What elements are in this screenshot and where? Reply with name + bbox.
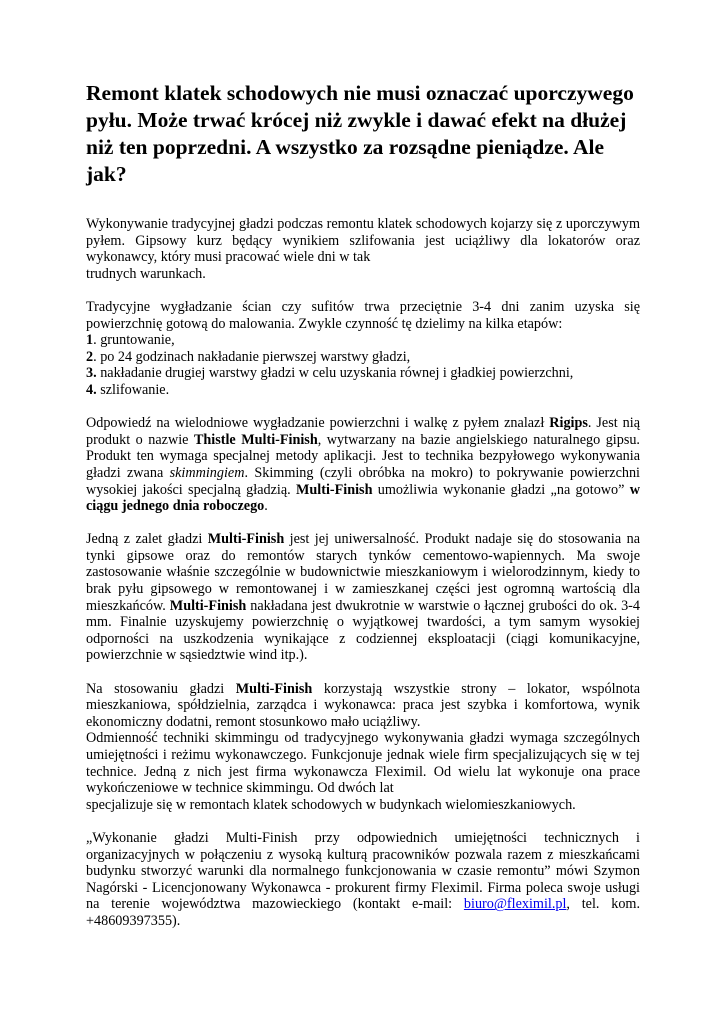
term-skimming: skimmingiem xyxy=(169,464,245,481)
paragraph-quote xyxy=(86,830,640,930)
text-run: , tel. kom. +48609397355). xyxy=(86,896,641,929)
list-item xyxy=(86,365,640,382)
step-number: 1 xyxy=(86,332,94,349)
paragraph-intro-tail: trudnych warunkach. xyxy=(86,265,206,282)
paragraph-intro xyxy=(86,216,640,282)
paragraph-traditional-intro: Tradycyjne wygładzanie ścian czy sufitów trwa przeciętnie 3-4 dni zanim uzyska się powierzchnię gotową do malowania. Zwykle czynność tę dzielimy na kilka etapów: xyxy=(86,298,640,332)
step-number: 4. xyxy=(86,381,97,398)
text-run: . Jest nią produkt o nazwie xyxy=(86,415,640,448)
paragraph-fleximil xyxy=(86,730,640,813)
product-name: Multi-Finish xyxy=(296,481,373,498)
text-run: korzystają wszystkie strony – lokator, wspólnota mieszkaniowa, spółdzielnia, zarządca i wykonawca: praca jest szybka i komfortowa, wynik ekonomiczny dodatni, remont stosunkowo mało uciążliwy. xyxy=(86,680,640,730)
step-text: szlifowanie. xyxy=(96,381,170,398)
step-number: 2 xyxy=(86,348,94,365)
steps-list xyxy=(86,332,640,398)
text-run: . xyxy=(264,498,268,515)
step-text: nakładanie drugiej warstwy gładzi w celu uzyskania równej i gładkiej powierzchni, xyxy=(96,365,574,382)
text-run: , wytwarzany na bazie angielskiego naturalnego gipsu. Produkt ten wymaga specjalnej metody aplikacji. Jest to technika bezpyłowego wykonywania gładzi zwana xyxy=(86,431,640,481)
text-run: „Wykonanie gładzi Multi-Finish przy odpowiednich umiejętności technicznych i organizacyjnych w połączeniu z wysoką kulturą pracowników pozwala razem z mieszkańcami budynku stworzyć warunki dla normalnego funkcjonowania w czasie remontu” mówi Szymon Nagórski - Licencjonowany Wykonawca - prokurent firmy Fleximil. Firma poleca swoje usługi na terenie województwa mazowieckiego (kontakt e-mail: xyxy=(86,829,640,913)
paragraph-benefits xyxy=(86,681,640,731)
paragraph-rigips xyxy=(86,415,640,515)
list-item xyxy=(86,332,640,349)
product-name: Multi-Finish xyxy=(235,680,313,697)
paragraph-intro-text: Wykonywanie tradycyjnej gładzi podczas remontu klatek schodowych kojarzy się z uporczywym pyłem. Gipsowy kurz będący wynikiem szlifowania jest uciążliwy dla lokatorów oraz wykonawcy, który musi pracować wiele dni w tak xyxy=(86,216,640,266)
paragraph-advantages xyxy=(86,531,640,664)
paragraph-traditional xyxy=(86,299,640,332)
text-run: . Skimming (czyli obróbka na mokro) to pokrywanie powierzchni wysokiej jakości specjalną gładzią. xyxy=(86,464,640,498)
article-title: Remont klatek schodowych nie musi oznaczać uporczywego pyłu. Może trwać krócej niż zwykle i dawać efekt na dłużej niż ten poprzedni. A wszystko za rozsądne pieniądze. Ale jak? xyxy=(86,81,634,186)
product-name: Thistle Multi-Finish xyxy=(193,431,318,448)
text-run: nakładana jest dwukrotnie w warstwie o łącznej grubości do ok. 3-4 mm. Finalnie uzyskujemy powierzchnię o wyjątkowej twardości, a tym samym wysokiej odporności na uszkodzenia wynikające z codziennej eksploatacji (ciągi komunikacyjne, powierzchnie w sąsiedztwie wind itp.). xyxy=(86,597,640,664)
text-run: specjalizuje się w remontach klatek schodowych w budynkach wielomieszkaniowych. xyxy=(86,796,576,813)
text-run: Odmienność techniki skimmingu od tradycyjnego wykonywania gładzi wymaga szczególnych umiejętności i reżimu wykonawczego. Funkcjonuje jednak wiele firm specjalizujących się w tej technice. Jedną z nich jest firma wykonawcza Fleximil. Od wielu lat wykonuje ona prace wykończeniowe w technice skimmingu. Od dwóch lat xyxy=(86,730,640,797)
product-name: Multi-Finish xyxy=(169,597,247,614)
list-item xyxy=(86,349,640,366)
product-name: Multi-Finish xyxy=(207,531,285,548)
emphasis-one-day: w ciągu jednego dnia roboczego xyxy=(86,481,640,515)
brand-rigips: Rigips xyxy=(549,415,588,432)
text-run: Na stosowaniu gładzi xyxy=(86,680,236,697)
email-link[interactable]: biuro@fleximil.pl xyxy=(463,896,567,913)
text-run: Odpowiedź na wielodniowe wygładzanie powierzchni i walkę z pyłem znalazł xyxy=(86,415,550,432)
step-text: . po 24 godzinach nakładanie pierwszej warstwy gładzi, xyxy=(93,348,411,365)
text-run: jest jej uniwersalność. Produkt nadaje się do stosowania na tynki gipsowe oraz do remontów starych tynków cementowo-wapiennych. Ma swoje zastosowanie właśnie szczególnie w budownictwie mieszkaniowym i wielorodzinnym, kiedy to brak pyłu gipsowego w remontowanej i w zamieszkanej części jest ogromną wartością dla mieszkańców. xyxy=(86,531,640,614)
step-text: . gruntowanie, xyxy=(93,332,175,349)
document-page xyxy=(86,80,640,930)
text-run: umożliwia wykonanie gładzi „na gotowo” xyxy=(372,481,630,498)
list-item xyxy=(86,382,640,399)
text-run: Jedną z zalet gładzi xyxy=(86,531,208,548)
step-number: 3. xyxy=(86,365,97,382)
